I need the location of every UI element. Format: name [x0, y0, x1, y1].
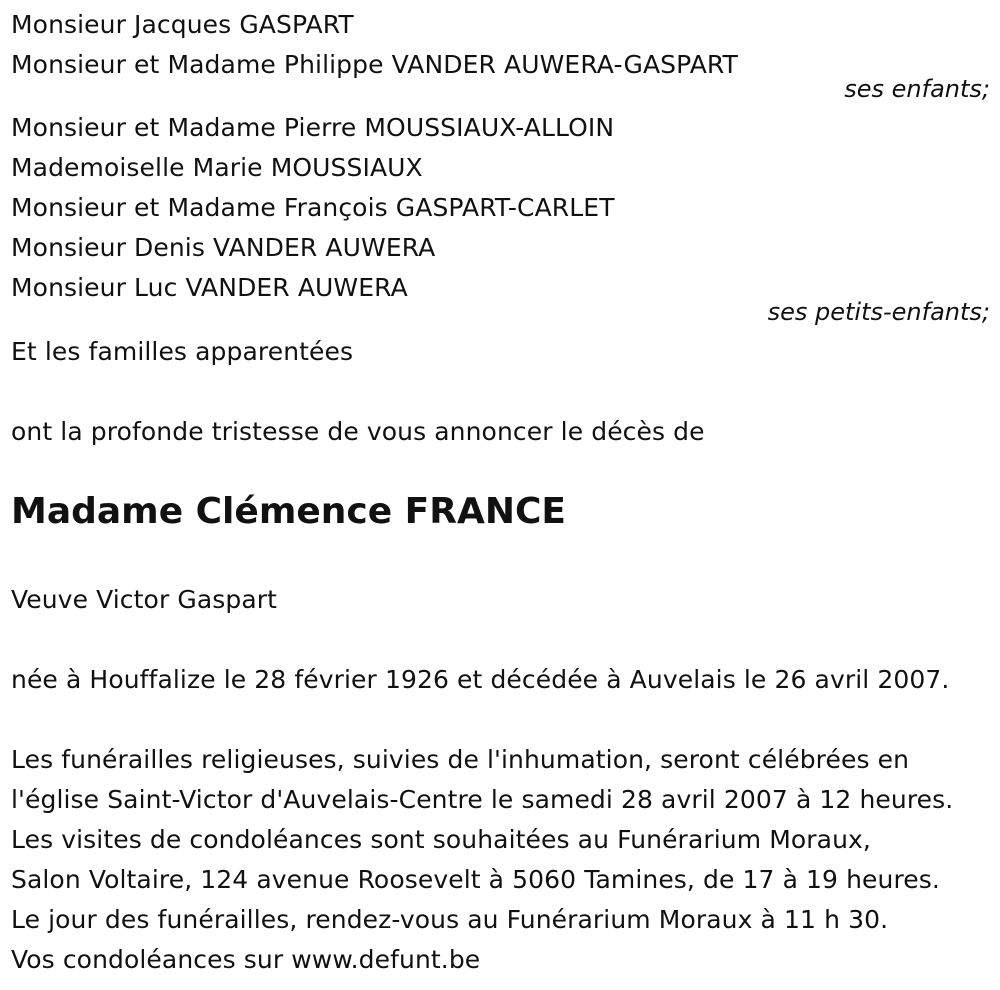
- funeral-line: Les funérailles religieuses, suivies de l'inhumation, seront célébrées en: [11, 745, 910, 774]
- birth-death-line: née à Houffalize le 28 février 1926 et décédée à Auvelais le 26 avril 2007.: [11, 665, 950, 694]
- child-line: Monsieur Jacques GASPART: [11, 10, 354, 39]
- grandchildren-role-label: ses petits-enfants;: [767, 298, 990, 326]
- children-role-label: ses enfants;: [844, 75, 990, 103]
- funeral-line: Salon Voltaire, 124 avenue Roosevelt à 5060 Tamines, de 17 à 19 heures.: [11, 865, 940, 894]
- grandchild-line: Monsieur Denis VANDER AUWERA: [11, 233, 436, 262]
- families-line: Et les familles apparentées: [11, 337, 354, 366]
- funeral-line: Le jour des funérailles, rendez-vous au Funérarium Moraux à 11 h 30.: [11, 905, 889, 934]
- child-line: Monsieur et Madame Philippe VANDER AUWERA-GASPART: [11, 50, 738, 79]
- grandchild-line: Mademoiselle Marie MOUSSIAUX: [11, 153, 423, 182]
- widow-of-line: Veuve Victor Gaspart: [11, 585, 278, 614]
- grandchild-line: Monsieur et Madame François GASPART-CARLET: [11, 193, 615, 222]
- condolences-website-line: Vos condoléances sur www.defunt.be: [11, 945, 481, 974]
- grandchild-line: Monsieur Luc VANDER AUWERA: [11, 273, 408, 302]
- grandchild-line: Monsieur et Madame Pierre MOUSSIAUX-ALLOIN: [11, 113, 615, 142]
- funeral-line: Les visites de condoléances sont souhaitées au Funérarium Moraux,: [11, 825, 871, 854]
- announcement-line: ont la profonde tristesse de vous annoncer le décès de: [11, 417, 705, 446]
- funeral-line: l'église Saint-Victor d'Auvelais-Centre le samedi 28 avril 2007 à 12 heures.: [11, 785, 954, 814]
- deceased-name: Madame Clémence FRANCE: [11, 491, 566, 532]
